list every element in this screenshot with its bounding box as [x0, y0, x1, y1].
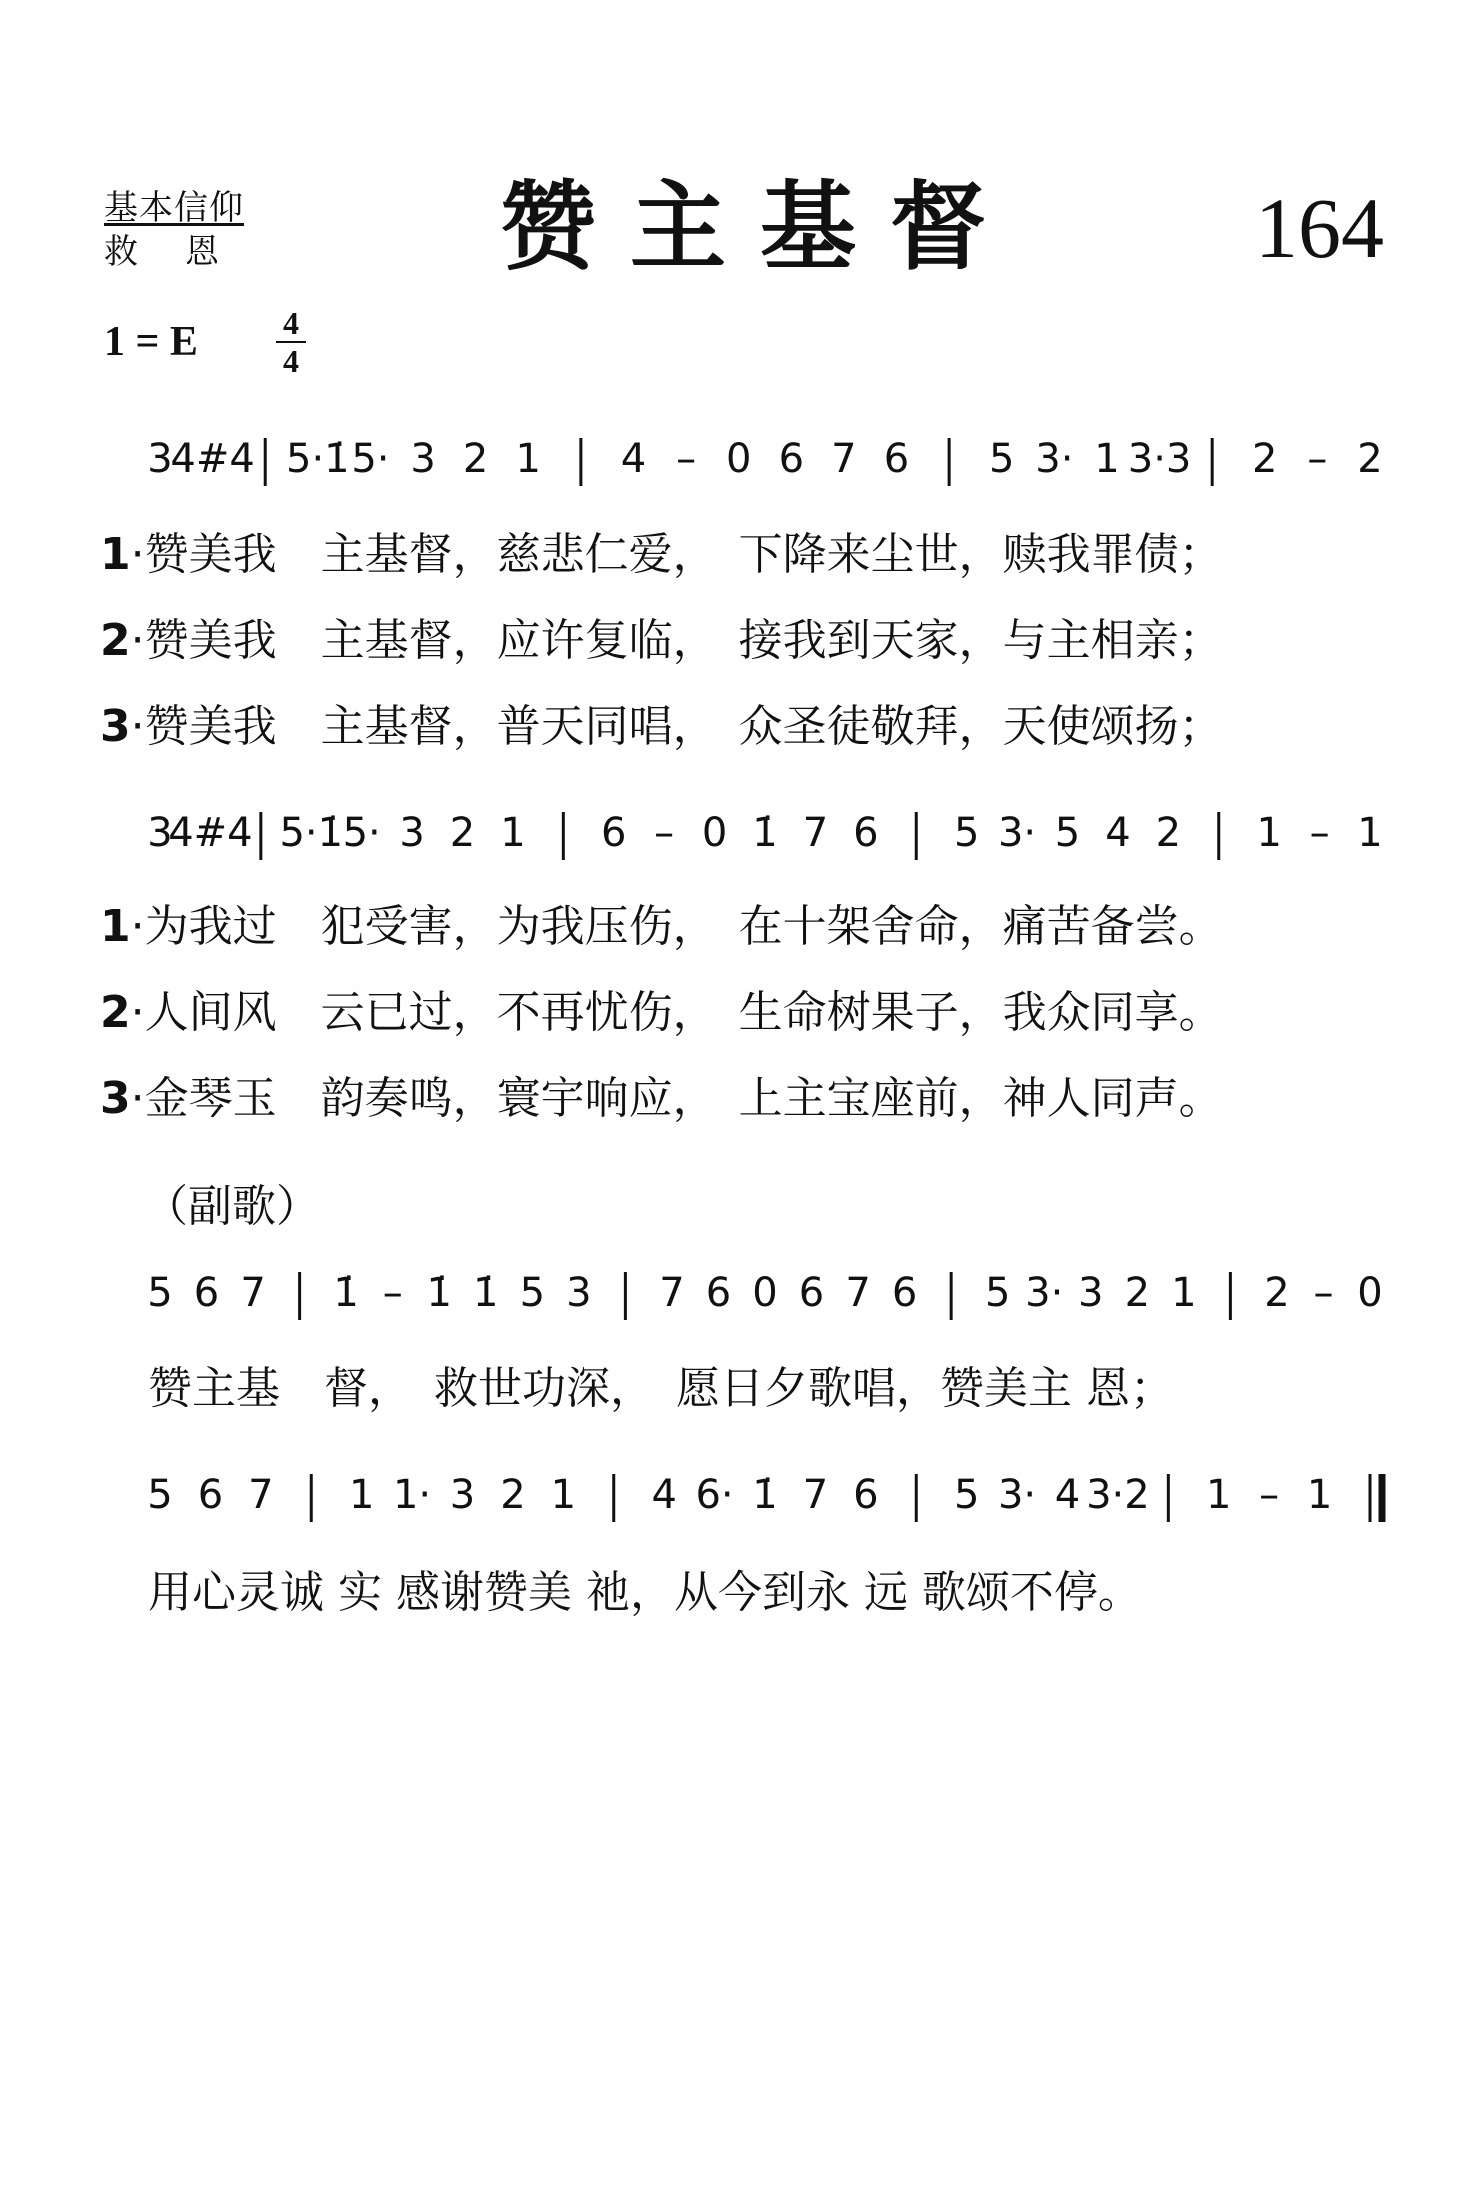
sustain-dash: – [1313, 1270, 1334, 1316]
sustain-dash: – [1309, 810, 1330, 856]
note: 1̇ [473, 1270, 499, 1316]
note: 5 [147, 1270, 173, 1316]
note: 7 [831, 436, 857, 482]
verse-number: 1 [100, 901, 131, 952]
note: 1̇ [752, 1472, 778, 1518]
note: 6 [778, 436, 805, 482]
note: 4 [651, 1472, 677, 1518]
lyric-text: 赞美我 主基督，普天同唱， 众圣徒敬拜，天使颂扬； [144, 701, 1223, 752]
note: 4#4 [168, 810, 253, 856]
subcategory-label: 救恩 [104, 232, 266, 272]
hymn-title: 赞主基督 [500, 171, 1020, 283]
note: 1̇ [333, 1270, 359, 1316]
sustain-dash: – [676, 436, 697, 482]
note: 1 [1171, 1270, 1197, 1316]
time-signature-bottom: 4 [283, 343, 299, 379]
note: 2 [1264, 1270, 1290, 1316]
note: 6 [853, 1472, 879, 1518]
lyric-line: 2·人间风 云已过，不再忧伤， 生命树果子，我众同享。 [100, 987, 1223, 1038]
note: 1 [1256, 810, 1282, 856]
refrain-lyric-line: 用心灵诚 实 感谢赞美 祂，从今到永 远 歌颂不停。 [148, 1567, 1142, 1618]
category-label: 基本信仰 [104, 188, 244, 228]
note: 7 [802, 810, 829, 856]
note: 6 [883, 436, 910, 482]
note: 5·1̇ [286, 436, 350, 482]
note: 7 [659, 1270, 685, 1316]
note: 3· [1035, 436, 1074, 482]
verse-number: 2 [100, 615, 131, 666]
note: 1 [1094, 436, 1120, 482]
note: 2 [500, 1472, 526, 1518]
time-signature-top: 4 [283, 305, 299, 341]
note: 3 [566, 1270, 592, 1316]
note: 1̇ [426, 1270, 452, 1316]
verse-number: 2 [100, 987, 131, 1038]
note: 7 [845, 1270, 871, 1316]
note: 3·3 [1127, 436, 1192, 482]
notation-system-3 [147, 1270, 1382, 1320]
lyric-line: 2·赞美我 主基督，应许复临， 接我到天家，与主相亲； [100, 615, 1223, 666]
note: 5· [351, 436, 390, 482]
note: 1 [1206, 1472, 1232, 1518]
note: 2 [462, 436, 489, 482]
note: 6 [197, 1472, 224, 1518]
lyric-line: 1·赞美我 主基督，慈悲仁爱， 下降来尘世，赎我罪债； [100, 529, 1223, 580]
note: 2 [1155, 810, 1182, 856]
note: 1 [515, 436, 541, 482]
sustain-dash: – [1259, 1472, 1280, 1518]
note: 1̇ [752, 810, 778, 856]
hymn-number: 164 [1255, 180, 1384, 276]
note: 2 [1124, 1270, 1151, 1316]
note: 6 [705, 1270, 732, 1316]
note: 0 [752, 1270, 778, 1316]
note: 4#4 [170, 436, 255, 482]
note: 3·2 [1086, 1472, 1150, 1518]
lyric-text: 赞美我 主基督，慈悲仁爱， 下降来尘世，赎我罪债； [144, 529, 1223, 580]
note: 7 [240, 1270, 266, 1316]
note: 5 [953, 1472, 980, 1518]
note: 2 [1357, 436, 1383, 482]
note: 6 [601, 810, 627, 856]
note: 1 [550, 1472, 577, 1518]
lyric-text: 赞美我 主基督，应许复临， 接我到天家，与主相亲； [144, 615, 1223, 666]
note: 6 [853, 810, 879, 856]
note: 3 [147, 436, 173, 482]
note: 3 [449, 1472, 476, 1518]
sustain-dash: – [1307, 436, 1328, 482]
verse-number: 1 [100, 529, 131, 580]
note: 3 [147, 810, 173, 856]
lyric-line: 3·金琴玉 韵奏鸣，寰宇响应， 上主宝座前，神人同声。 [100, 1073, 1223, 1124]
note: 1 [1306, 1472, 1333, 1518]
note: 6 [193, 1270, 220, 1316]
note: 4 [620, 436, 647, 482]
note: 6 [798, 1270, 825, 1316]
lyric-text: 为我过 犯受害，为我压伤， 在十架舍命，痛苦备尝。 [144, 901, 1223, 952]
lyric-line: 1·为我过 犯受害，为我压伤， 在十架舍命，痛苦备尝。 [100, 901, 1223, 952]
note: 7 [802, 1472, 829, 1518]
note: 3· [1025, 1270, 1064, 1316]
notation-system-2 [147, 810, 1382, 860]
note: 7 [248, 1472, 274, 1518]
note: 5 [984, 1270, 1011, 1316]
note: 3 [410, 436, 436, 482]
note: 5 [989, 436, 1015, 482]
note: 5 [953, 810, 980, 856]
lyric-line: 3·赞美我 主基督，普天同唱， 众圣徒敬拜，天使颂扬； [100, 701, 1223, 752]
note: 1· [392, 1472, 432, 1518]
note: 2 [449, 810, 476, 856]
verse-number: 3 [100, 701, 131, 752]
refrain-label: （副歌） [144, 1181, 320, 1232]
notation-system-1 [147, 436, 1382, 486]
note: 3 [1078, 1270, 1104, 1316]
refrain-lyric-line: 赞主基 督， 救世功深， 愿日夕歌唱，赞美主 恩； [148, 1363, 1174, 1414]
note: 1 [1357, 810, 1383, 856]
notation-system-4 [147, 1472, 1382, 1522]
sustain-dash: – [382, 1270, 403, 1316]
note: 6· [695, 1472, 734, 1518]
note: 1 [500, 810, 526, 856]
note: 0 [1357, 1270, 1383, 1316]
note: 0 [701, 810, 728, 856]
note: 3 [399, 810, 425, 856]
lyric-text: 金琴玉 韵奏鸣，寰宇响应， 上主宝座前，神人同声。 [144, 1073, 1223, 1124]
note: 5 [519, 1270, 546, 1316]
verse-number: 3 [100, 1073, 131, 1124]
note: 5· [342, 810, 381, 856]
note: 0 [725, 436, 752, 482]
lyric-text: 人间风 云已过，不再忧伤， 生命树果子，我众同享。 [144, 987, 1223, 1038]
sustain-dash: – [654, 810, 675, 856]
key-signature: 1 = E [104, 319, 198, 365]
note: 4 [1105, 810, 1131, 856]
note: 5·1̇ [279, 810, 344, 856]
note: 5 [1054, 810, 1081, 856]
note: 1 [348, 1472, 375, 1518]
note: 3· [997, 1472, 1037, 1518]
note: 4 [1054, 1472, 1081, 1518]
note: 5 [147, 1472, 173, 1518]
note: 2 [1252, 436, 1278, 482]
note: 6 [891, 1270, 918, 1316]
note: 3· [997, 810, 1037, 856]
